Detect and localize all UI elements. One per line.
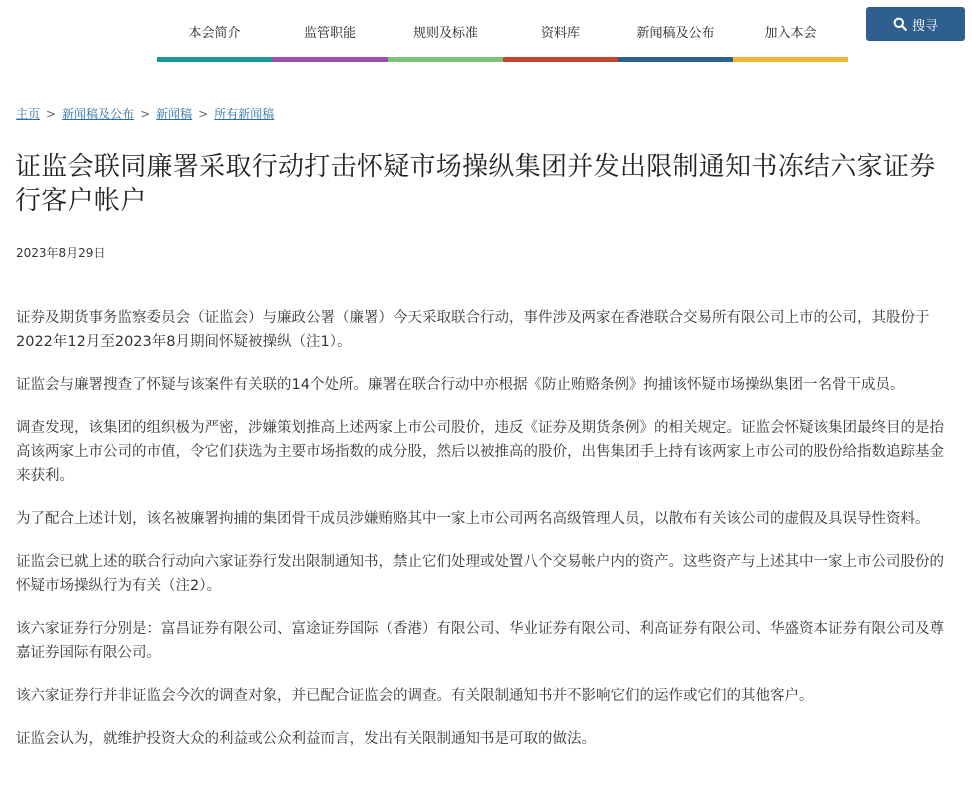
article-paragraph: 证监会与廉署搜查了怀疑与该案件有关联的14个处所。廉署在联合行动中亦根据《防止贿赂条例》拘捕该怀疑市场操纵集团一名骨干成员。 — [16, 377, 905, 393]
article-paragraph: 证监会已就上述的联合行动向六家证券行发出限制通知书，禁止它们处理或处置八个交易帐户内的资产。这些资产与上述其中一家上市公司股份的怀疑市场操纵行为有关（注2）。 — [16, 554, 944, 594]
nav-item-label: 新闻稿及公布 — [636, 26, 715, 41]
article-paragraph: 该六家证券行并非证监会今次的调查对象，并已配合证监会的调查。有关限制通知书并不影响它们的运作或它们的其他客户。 — [16, 688, 814, 704]
breadcrumb-separator-icon: > — [198, 106, 209, 121]
breadcrumb-all-news[interactable]: 所有新闻稿 — [214, 107, 275, 121]
article-body — [16, 306, 956, 770]
breadcrumb — [16, 105, 274, 122]
nav-item-resources[interactable] — [503, 0, 618, 62]
main-nav — [157, 0, 848, 62]
nav-item-label: 资料库 — [540, 26, 580, 41]
nav-color-bar — [503, 57, 618, 62]
nav-item-label: 规则及标准 — [412, 26, 478, 41]
nav-item-careers[interactable] — [733, 0, 848, 62]
nav-item-rules-standards[interactable] — [388, 0, 503, 62]
search-button[interactable] — [866, 7, 965, 41]
article-paragraph: 证券及期货事务监察委员会（证监会）与廉政公署（廉署）今天采取联合行动，事件涉及两家在香港联合交易所有限公司上市的公司，其股份于2022年12月至2023年8月期间怀疑被操纵（注1）。 — [16, 310, 930, 350]
nav-color-bar — [618, 57, 733, 62]
nav-item-news-announcements[interactable] — [618, 0, 733, 62]
breadcrumb-home[interactable]: 主页 — [16, 107, 41, 121]
nav-color-bar — [272, 57, 388, 62]
page-title: 证监会联同廉署采取行动打击怀疑市场操纵集团并发出限制通知书冻结六家证券行客户帐户 — [15, 152, 936, 216]
nav-color-bar — [733, 57, 848, 62]
nav-item-about[interactable] — [157, 0, 272, 62]
nav-item-label: 加入本会 — [764, 26, 817, 41]
article-paragraph: 该六家证券行分别是：富昌证券有限公司、富途证券国际（香港）有限公司、华业证券有限公司、利高证券有限公司、华盛资本证券有限公司及尊嘉证券国际有限公司。 — [16, 621, 944, 661]
article-paragraph: 调查发现，该集团的组织极为严密，涉嫌策划推高上述两家上市公司股价，违反《证券及期货条例》的相关规定。证监会怀疑该集团最终目的是抬高该两家上市公司的市值，令它们获选为主要市场指数的成分股，然后以被推高的股价，出售集团手上持有该两家上市公司的股份给指数追踪基金来获利。 — [16, 420, 944, 484]
breadcrumb-separator-icon: > — [46, 106, 57, 121]
breadcrumb-news[interactable]: 新闻稿 — [156, 107, 193, 121]
search-icon — [893, 17, 907, 31]
nav-color-bar — [388, 57, 503, 62]
search-button-label: 搜寻 — [911, 18, 938, 34]
breadcrumb-separator-icon: > — [140, 106, 151, 121]
article-paragraph: 为了配合上述计划，该名被廉署拘捕的集团骨干成员涉嫌贿赂其中一家上市公司两名高级管理人员，以散布有关该公司的虚假及具误导性资料。 — [16, 511, 930, 527]
article-date: 2023年8月29日 — [16, 246, 106, 260]
nav-item-label: 本会简介 — [188, 26, 241, 41]
nav-item-regulatory-functions[interactable] — [272, 0, 388, 62]
breadcrumb-news-announcements[interactable]: 新闻稿及公布 — [62, 107, 135, 121]
nav-item-label: 监管职能 — [303, 26, 356, 41]
article-paragraph: 证监会认为，就维护投资大众的利益或公众利益而言，发出有关限制通知书是可取的做法。 — [16, 731, 596, 747]
nav-color-bar — [157, 57, 272, 62]
